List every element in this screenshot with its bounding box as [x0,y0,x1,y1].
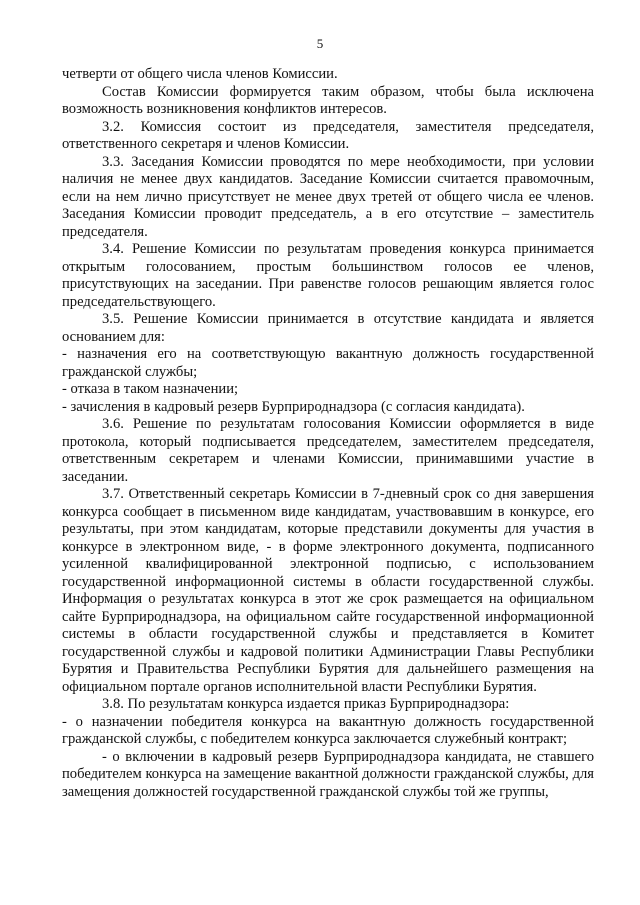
list-item-reserve: - зачисления в кадровый резерв Бурприроднадзора (с согласия кандидата). [62,398,525,415]
list-item-refusal: - отказа в таком назначении; [62,381,239,397]
paragraph-continuation: четверти от общего числа членов Комиссии. [62,66,338,82]
list-item-reserve-inclusion: - о включении в кадровый резерв Бурприроднадзора кандидата, не ставшего победителем конкурса на замещение вакантной должности гражданской службы, для замещения должностей государственной гражданской службы той же группы, [62,748,594,800]
list-item-winner-appointment: - о назначении победителя конкурса на вакантную должность государственной гражданской службы, с победителем конкурса заключается служебный контракт; [62,713,594,747]
paragraph-3-7: 3.7. Ответственный секретарь Комиссии в 7-дневный срок со дня завершения конкурса сообщает в письменном виде кандидатам, участвовавшим в конкурсе, его результаты, при этом кандидатам, которые представили документы для участия в конкурсе в электронном виде, - в форме электронного документа, подписанного усиленной квалифицированной электронной подписью, с использованием государственной информационной системы в области государственной службы. Информация о результатах конкурса в этот же срок размещается на официальном сайте Бурприроднадзора, на официальном сайте государственной информационной системы в области государственной службы и представляется в Комитет государственной службы и кадровой политики Администрации Главы Республики Бурятия и Правительства Республики Бурятия для дальнейшего размещения на официальном портале органов исполнительной власти Республики Бурятия. [62,486,594,695]
paragraph-3-5: 3.5. Решение Комиссии принимается в отсутствие кандидата и является основанием для: [62,311,594,345]
paragraph-3-8: 3.8. По результатам конкурса издается приказ Бурприроднадзора: [102,696,510,712]
paragraph-3-4: 3.4. Решение Комиссии по результатам проведения конкурса принимается открытым голосованием, простым большинством голосов ее членов, присутствующих на заседании. При равенстве голосов решающим является голос председательствующего. [62,241,594,310]
document-body [62,66,594,801]
paragraph-3-2: 3.2. Комиссия состоит из председателя, заместителя председателя, ответственного секретаря и членов Комиссии. [62,118,594,152]
page-number: 5 [316,36,324,51]
paragraph-3-3: 3.3. Заседания Комиссии проводятся по мере необходимости, при условии наличия не менее двух кандидатов. Заседание Комиссии считается правомочным, если на нем лично присутствует не менее двух третей от общего числа ее членов. Заседания Комиссии проводит председатель, а в его отсутствие – заместитель председателя. [62,153,594,240]
list-item-appointment: - назначения его на соответствующую вакантную должность государственной гражданской службы; [62,346,594,380]
paragraph-commission-composition: Состав Комиссии формируется таким образом, чтобы была исключена возможность возникновения конфликтов интересов. [62,83,594,117]
paragraph-3-6: 3.6. Решение по результатам голосования Комиссии оформляется в виде протокола, который подписывается председателем, заместителем председателя, ответственным секретарем и членами Комиссии, принимавшими участие в заседании. [62,416,594,485]
